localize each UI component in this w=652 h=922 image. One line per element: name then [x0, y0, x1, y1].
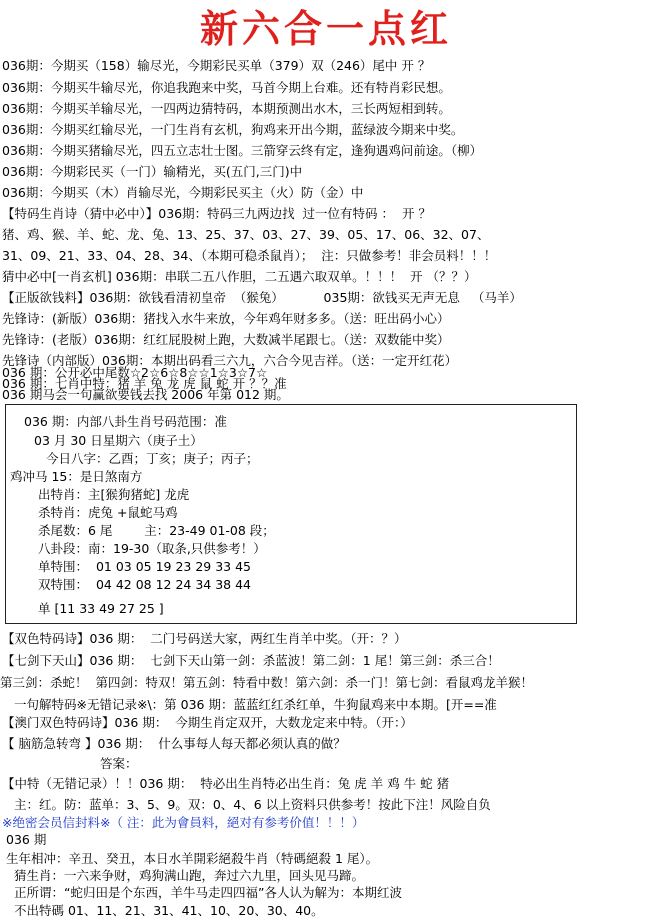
box-line: 鸡冲马 15：是日煞南方: [10, 469, 143, 484]
info-box: [5, 404, 577, 624]
box-line: 杀尾数：6 尾 主：23-49 01-08 段；: [38, 523, 275, 538]
text-line: 正所谓：“蛇归田是个东西，羊牛马走四四福”各人认为解为：本期红波: [14, 885, 402, 900]
text-line: 主：红。防：蓝单：3、5、9。双：0、4、6 以上资料只供参考！按此下注！风险自负: [14, 797, 491, 812]
text-line: 先锋诗（内部版）036期：本期出码看三六九，六合今见吉祥。（送：一定开红花）: [2, 353, 458, 368]
box-line: 03 月 30 日星期六（庚子土）: [34, 433, 203, 448]
text-line: 036期：今期买猪输尽光，四五立志壮士图。三箭穿云终有定，逢狗遇鸡问前途。（柳）: [2, 143, 483, 158]
text-line: 生年相冲：辛丑、癸丑，本日水羊開彩絕殺牛肖（特碼絕殺 1 尾）。: [6, 851, 379, 866]
text-line: 猜中必中[一肖玄机] 036期：串联二五八作胆，二五遇六取双单。！！！ 开 （？？）: [2, 269, 477, 284]
text-line: 036 期马会一句赢欲要钱去找 2006 年第 012 期。: [2, 387, 289, 402]
text-line: 先锋诗：(老版）036期：红红屁股树上跑，大数减半尾跟七。（送：双数能中奖）: [2, 332, 450, 347]
text-line: 先锋诗：(新版）036期：猪找入水牛来放，今年鸡年财多多。（送：旺出码小心）: [2, 311, 450, 326]
text-line: 答案：: [100, 756, 138, 771]
text-line: 【特码生肖诗（猜中必中）】036期：特码三九两边找 过一位有特码 ： 开 ？: [2, 206, 431, 221]
text-line: 【 脑筋急转弯 】036 期： 什么事每人每天都必须认真的做？: [2, 736, 346, 751]
text-line: ※绝密会员信封料※（ 注：此为會員料，絕对有参考价值！！！）: [2, 815, 365, 830]
text-line: 猪、鸡、猴、羊、蛇、龙、兔、13、25、37、03、27、39、05、17、06、32、07、: [2, 227, 490, 242]
box-line: 单 [11 33 49 27 25 ]: [38, 601, 164, 616]
text-line: 036期：今期买红输尽光，一门生肖有玄机，狗鸡来开出今期，蓝绿波今期来中奖。: [2, 122, 464, 137]
text-line: 036期：今期买（158）输尽光，今期彩民买单（379）双（246）尾中 开 ？: [2, 58, 431, 73]
text-line: 【七剑下天山】036 期： 七剑下天山第一剑：杀蓝波！第二剑：1 尾！第三剑：杀三合！: [2, 653, 500, 668]
box-line: 今日八字：乙酉；丁亥；庚子；丙子；: [46, 451, 259, 466]
text-line: 036 期：公开必中尾数☆2☆6☆8☆☆1☆3☆7☆: [2, 365, 268, 380]
text-line: 猜生肖：一六来争财，鸡狗满山跑，奔过六九里，回头见马蹄。: [14, 868, 365, 883]
box-line: 出特肖：主[猴狗猪蛇] 龙虎: [38, 487, 190, 502]
text-line: 036 期：七肖中特：猪 羊 兔 龙 虎 鼠 蛇 开 ？？准: [2, 376, 287, 391]
text-line: 不出特碼 01、11、21、31、41、10、20、30、40。: [14, 903, 324, 918]
text-line: 036期：今期买羊输尽光，一四两边猜特码，本期预测出水木，三长两短相到转。: [2, 101, 451, 116]
box-line: 036 期：内部八卦生肖号码范围：准: [24, 414, 227, 429]
text-line: 31、09、21、33、04、28、34、（本期可稳杀鼠肖）； 注：只做参考！非会员料！！！: [2, 248, 497, 263]
text-line: 036期：今期彩民买（一门）输精光，买(五门,三门)中: [2, 164, 303, 179]
box-line: 杀特肖：虎兔 +鼠蛇马鸡: [38, 505, 178, 520]
box-line: 八卦段：南：19-30（取条,只供参考！）: [38, 541, 266, 556]
text-line: 【正版欲钱料】036期：欲钱看清初皇帝 （猴兔） 035期：欲钱买无声无息 （马羊）: [2, 290, 522, 305]
text-line: 036期：今期买牛输尽光，你追我跑来中奖，马首今期上台难。还有特肖彩民想。: [2, 80, 451, 95]
page-title: 新六合一点红: [199, 6, 452, 51]
box-line: 单特围： 01 03 05 19 23 29 33 45: [38, 559, 252, 574]
text-line: 036期：今期买（木）肖输尽光，今期彩民买主（火）防（金）中: [2, 185, 364, 200]
text-line: 【中特（无错记录）！！036 期： 特必出生肖特必出生肖：兔 虎 羊 鸡 牛 蛇 猪: [2, 776, 450, 791]
text-line: 036 期: [6, 832, 47, 847]
box-line: 双特围： 04 42 08 12 24 34 38 44: [38, 577, 252, 592]
text-line: 【澳门双色特码诗】036 期： 今期生肖定双开，大数龙定来中特。（开：）: [2, 715, 413, 730]
text-line: 第三剑：杀蛇！ 第四剑：特双！第五剑：特看中数！第六剑：杀一门！第七剑：看鼠鸡龙羊猴！: [0, 675, 533, 690]
text-line: 一句解特码※无错记录※\：第 036 期：蓝蓝红红杀红单，牛狗鼠鸡来中本期。[开==准: [14, 697, 497, 712]
text-line: 【双色特码诗】036 期： 二门号码送大家，两红生肖羊中奖。（开：？）: [2, 631, 407, 646]
